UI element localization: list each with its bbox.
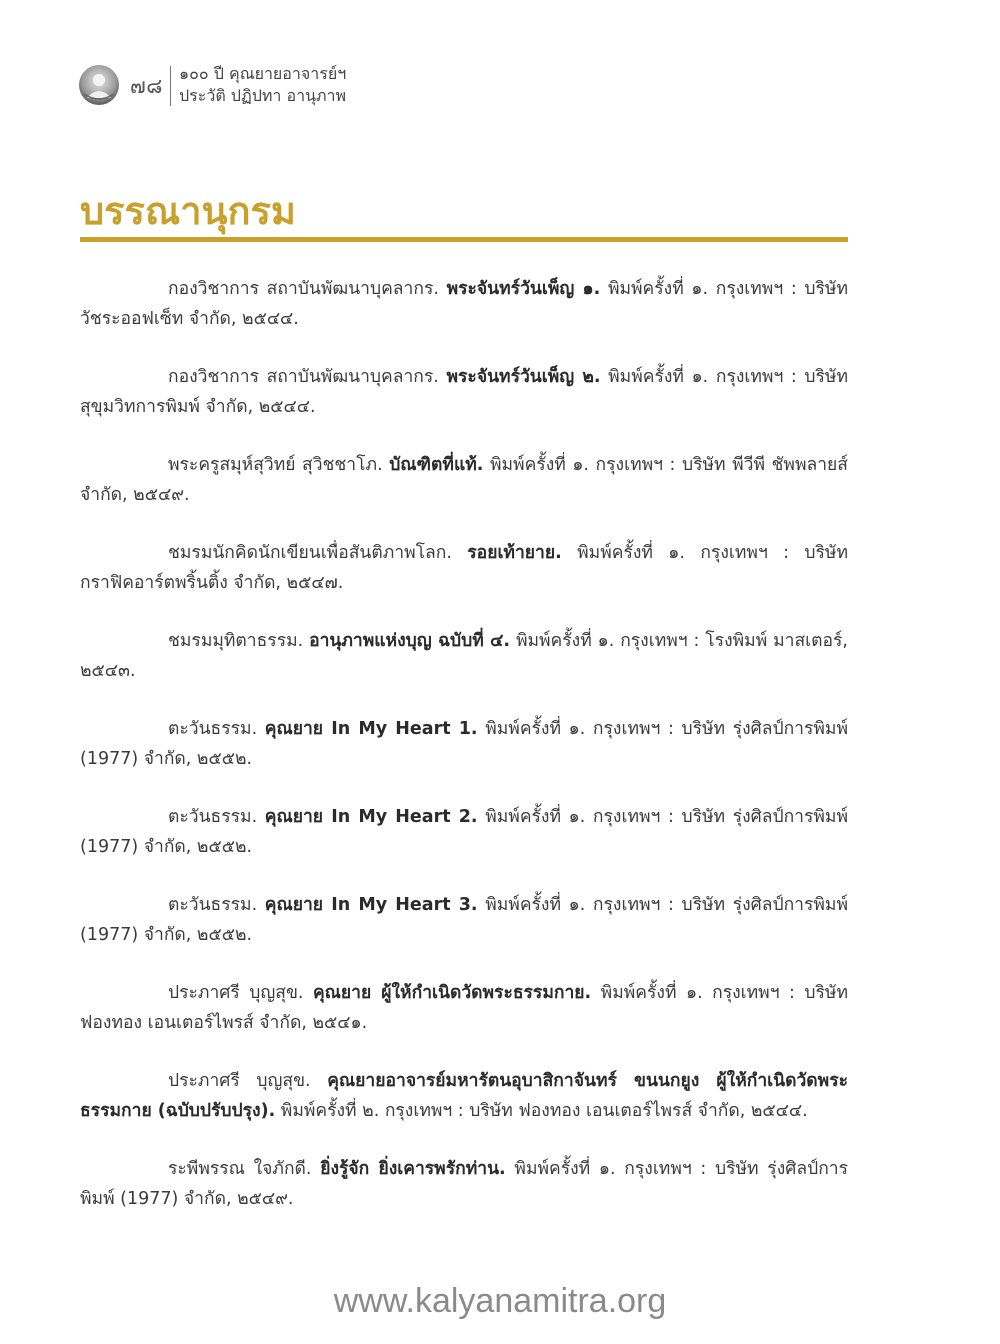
header-divider bbox=[170, 66, 171, 106]
bibliography-entry bbox=[80, 1155, 848, 1214]
bibliography-entry bbox=[80, 275, 848, 334]
entry-author: ตะวันธรรม. bbox=[168, 719, 265, 739]
monk-emblem-icon bbox=[78, 64, 120, 106]
entry-title: คุณยายอาจารย์มหารัตนอุบาสิกาจันทร์ ขนนกยูง ผู้ให้กำเนิดวัดพระธรรมกาย (ฉบับปรับปรุง). bbox=[80, 1071, 848, 1121]
entry-title: พระจันทร์วันเพ็ญ ๒. bbox=[446, 367, 601, 387]
entry-author: ประภาศรี บุญสุข. bbox=[168, 983, 313, 1003]
entry-publication: พิมพ์ครั้งที่ ๑. กรุงเทพฯ : บริษัท พีวีพี ชัพพลายส์ จำกัด, ๒๕๔๙. bbox=[80, 455, 848, 505]
entry-publication: พิมพ์ครั้งที่ ๑. กรุงเทพฯ : บริษัท รุ่งศิลป์การพิมพ์ (1977) จำกัด, ๒๕๕๒. bbox=[80, 807, 848, 857]
entry-title: คุณยาย In My Heart 1. bbox=[264, 719, 478, 739]
entry-title: ยิ่งรู้จัก ยิ่งเคารพรักท่าน. bbox=[320, 1159, 506, 1179]
entry-publication: พิมพ์ครั้งที่ ๑. กรุงเทพฯ : บริษัท รุ่งศิลป์การพิมพ์ (1977) จำกัด, ๒๕๕๒. bbox=[80, 895, 848, 945]
bibliography-list bbox=[80, 275, 848, 1243]
entry-publication: พิมพ์ครั้งที่ ๒. กรุงเทพฯ : บริษัท ฟองทอง เอนเตอร์ไพรส์ จำกัด, ๒๕๔๔. bbox=[275, 1100, 808, 1121]
running-header-line1: ๑๐๐ ปี คุณยายอาจารย์ฯ bbox=[179, 64, 347, 83]
entry-author: กองวิชาการ สถาบันพัฒนาบุคลากร. bbox=[168, 279, 447, 299]
entry-author: กองวิชาการ สถาบันพัฒนาบุคลากร. bbox=[168, 367, 447, 387]
entry-title: บัณฑิตที่แท้. bbox=[389, 455, 484, 475]
bibliography-entry bbox=[80, 363, 848, 422]
entry-author: พระครูสมุห์สุวิทย์ สุวิชชาโภ. bbox=[168, 455, 390, 475]
entry-publication: พิมพ์ครั้งที่ ๑. กรุงเทพฯ : บริษัท ฟองทอง เอนเตอร์ไพรส์ จำกัด, ๒๕๔๑. bbox=[80, 983, 848, 1033]
bibliography-entry bbox=[80, 715, 848, 774]
page-number: ๗๘ bbox=[130, 74, 163, 98]
entry-title: คุณยาย In My Heart 3. bbox=[264, 895, 478, 915]
entry-publication: พิมพ์ครั้งที่ ๑. กรุงเทพฯ : บริษัท วัชระออฟเซ็ท จำกัด, ๒๕๔๔. bbox=[80, 279, 848, 329]
running-header bbox=[179, 63, 579, 107]
bibliography-entry bbox=[80, 979, 848, 1038]
entry-title: อานุภาพแห่งบุญ ฉบับที่ ๔. bbox=[309, 631, 511, 651]
entry-publication: พิมพ์ครั้งที่ ๑. กรุงเทพฯ : บริษัท กราฟิคอาร์ตพริ้นติ้ง จำกัด, ๒๕๔๗. bbox=[80, 543, 848, 593]
bibliography-entry bbox=[80, 627, 848, 686]
title-underline bbox=[80, 237, 848, 242]
bibliography-entry bbox=[80, 539, 848, 598]
entry-publication: พิมพ์ครั้งที่ ๑. กรุงเทพฯ : บริษัท สุขุมวิทการพิมพ์ จำกัด, ๒๕๔๔. bbox=[80, 367, 848, 417]
entry-publication: พิมพ์ครั้งที่ ๑. กรุงเทพฯ : บริษัท รุ่งศิลป์การพิมพ์ (1977) จำกัด, ๒๕๕๒. bbox=[80, 719, 848, 769]
running-header-line2: ประวัติ ปฏิปทา อานุภาพ bbox=[179, 86, 347, 105]
entry-author: ประภาศรี บุญสุข. bbox=[168, 1071, 328, 1091]
page-title: บรรณานุกรม bbox=[80, 189, 296, 233]
bibliography-entry bbox=[80, 1067, 848, 1126]
bibliography-entry bbox=[80, 891, 848, 950]
entry-author: ตะวันธรรม. bbox=[168, 807, 265, 827]
footer-website-link[interactable]: www.kalyanamitra.org bbox=[333, 1282, 667, 1320]
entry-author: ชมรมนักคิดนักเขียนเพื่อสันติภาพโลก. bbox=[168, 543, 468, 563]
entry-author: ตะวันธรรม. bbox=[168, 895, 265, 915]
entry-author: ระพีพรรณ ใจภักดี. bbox=[168, 1159, 321, 1179]
entry-title: คุณยาย ผู้ให้กำเนิดวัดพระธรรมกาย. bbox=[312, 983, 592, 1003]
entry-publication: พิมพ์ครั้งที่ ๑. กรุงเทพฯ : บริษัท รุ่งศิลป์การพิมพ์ (1977) จำกัด, ๒๕๔๙. bbox=[80, 1159, 849, 1209]
bibliography-entry bbox=[80, 803, 848, 862]
entry-title: พระจันทร์วันเพ็ญ ๑. bbox=[446, 279, 601, 299]
entry-title: คุณยาย In My Heart 2. bbox=[264, 807, 478, 827]
bibliography-entry bbox=[80, 451, 848, 510]
entry-author: ชมรมมุทิตาธรรม. bbox=[168, 631, 310, 651]
entry-publication: พิมพ์ครั้งที่ ๑. กรุงเทพฯ : โรงพิมพ์ มาสเตอร์, ๒๕๔๓. bbox=[80, 631, 848, 681]
entry-title: รอยเท้ายาย. bbox=[467, 543, 562, 563]
